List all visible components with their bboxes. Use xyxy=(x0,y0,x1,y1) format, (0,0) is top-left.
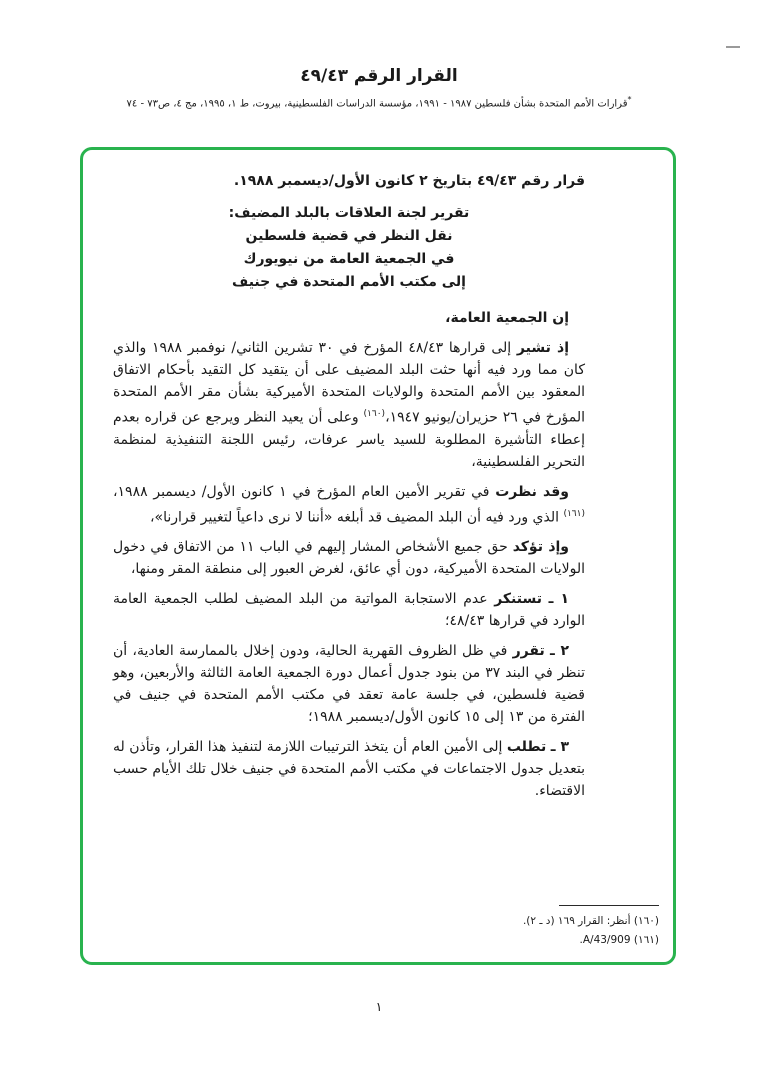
paragraph-text: إلى قرارها ٤٨/٤٣ المؤرخ في ٣٠ تشرين الثاني/ نوفمبر ١٩٨٨ والذي كان مما ورد فيه أنها حثت البلد المضيف على أن يتقيد كل التقيد بأحكام الاتفاق المعقود بين الأمم المتحدة والولايات المتحدة الأميركية بشأن مقر الأمم المتحدة المؤرخ في ٢٦ حزيران/يونيو ١٩٤٧، xyxy=(113,340,586,426)
paragraph-number: ١ ـ xyxy=(548,591,570,608)
footnote xyxy=(117,931,659,950)
scan-artifact-dash xyxy=(726,46,740,48)
subtitle-line: إلى مكتب الأمم المتحدة في جنيف xyxy=(232,274,466,290)
footnote-marker: (١٦١) xyxy=(633,934,659,946)
paragraph-lead: إذ تشير xyxy=(516,340,569,356)
paragraph-number: ٢ ـ xyxy=(549,643,569,660)
paragraph-lead: تقرر xyxy=(512,643,545,660)
page-number: ١ xyxy=(375,999,383,1014)
subtitle-line: في الجمعية العامة من نيويورك xyxy=(243,251,455,267)
resolution-body xyxy=(83,150,673,802)
source-citation xyxy=(0,95,758,109)
paragraph-text: إلى الأمين العام أن يتخذ الترتيبات اللازمة لتنفيذ هذا القرار، وتأذن له بتعديل جدول الاجتماعات في مكتب الأمم المتحدة في جنيف خلال تلك الأيام حسب الاقتضاء. xyxy=(113,739,585,800)
paragraph xyxy=(113,536,585,580)
paragraph-text: حق جميع الأشخاص المشار إليهم في الباب ١١ من الاتفاق في دخول الولايات المتحدة الأميركية، دون أي عائق، لغرض العبور إلى منطقة المقر ومنها، xyxy=(113,539,585,578)
footnote xyxy=(117,912,659,931)
paragraph-text: الذي ورد فيه أن البلد المضيف قد أبلغه «أننا لا نرى داعياً لتغيير قرارنا»، xyxy=(150,509,559,526)
paragraph xyxy=(113,337,585,473)
opening-line: إن الجمعية العامة، xyxy=(445,310,569,326)
footnote-text: أنظر: القرار ١٦٩ (د ـ ٢). xyxy=(522,915,631,927)
paragraph xyxy=(113,736,585,802)
paragraph-lead: تستنكر xyxy=(494,591,542,608)
footnotes xyxy=(117,905,659,950)
resolution-box xyxy=(80,147,676,965)
subtitle-line: تقرير لجنة العلاقات بالبلد المضيف: xyxy=(228,205,470,221)
paragraph xyxy=(113,481,585,529)
page-title: القرار الرقم ٤٩/٤٣ xyxy=(300,66,458,86)
footnote-marker: (١٦١) xyxy=(563,508,585,519)
paragraph-lead: وإذ تؤكد xyxy=(512,539,570,556)
footnote-marker: (١٦٠) xyxy=(633,915,659,927)
page-header xyxy=(0,0,758,109)
resolution-heading: قرار رقم ٤٩/٤٣ بتاريخ ٢ كانون الأول/ديسمبر ١٩٨٨. xyxy=(233,173,585,189)
paragraph-text: في ظل الظروف القهرية الحالية، ودون إخلال بالممارسة العادية، أن تنظر في البند ٣٧ من بنود جدول أعمال دورة الجمعية العامة الثالثة والأربعين، وهو قضية فلسطين، في جلسة عامة تعقد في مكتب الأمم المتحدة في جنيف في الفترة من ١٣ إلى ١٥ كانون الأول/ديسمبر ١٩٨٨؛ xyxy=(113,643,585,726)
paragraph xyxy=(113,640,585,728)
source-citation-text: قرارات الأمم المتحدة بشأن فلسطين ١٩٨٧ - ١٩٩١، مؤسسة الدراسات الفلسطينية، بيروت، ط ١، ١٩٩٥، مج ٤، ص٧٣ - ٧٤ xyxy=(126,98,628,110)
subtitle-line: نقل النظر في قضية فلسطين xyxy=(245,228,453,244)
footnote-text: A/43/909. xyxy=(579,934,631,946)
paragraph-text: وعلى أن يعيد النظر ويرجع عن قراره بعدم إعطاء التأشيرة المطلوبة للسيد ياسر عرفات، رئيس اللجنة التنفيذية لمنظمة التحرير الفلسطينية، xyxy=(113,409,585,470)
footnote-marker: (١٦٠) xyxy=(363,409,386,419)
paragraph-lead: تطلب xyxy=(506,739,547,756)
paragraph-lead: وقد نظرت xyxy=(495,483,570,500)
paragraph-number: ٣ ـ xyxy=(550,739,569,756)
paragraph-text: في تقرير الأمين العام المؤرخ في ١ كانون الأول/ ديسمبر ١٩٨٨، xyxy=(113,483,490,500)
paragraph-text: عدم الاستجابة المواتية من البلد المضيف لطلب الجمعية العامة الوارد في قرارها ٤٨/٤٣؛ xyxy=(113,591,585,630)
paragraph xyxy=(113,588,585,632)
source-note-marker: * xyxy=(627,95,632,104)
resolution-subtitle xyxy=(113,202,585,294)
footnote-separator xyxy=(559,905,659,906)
